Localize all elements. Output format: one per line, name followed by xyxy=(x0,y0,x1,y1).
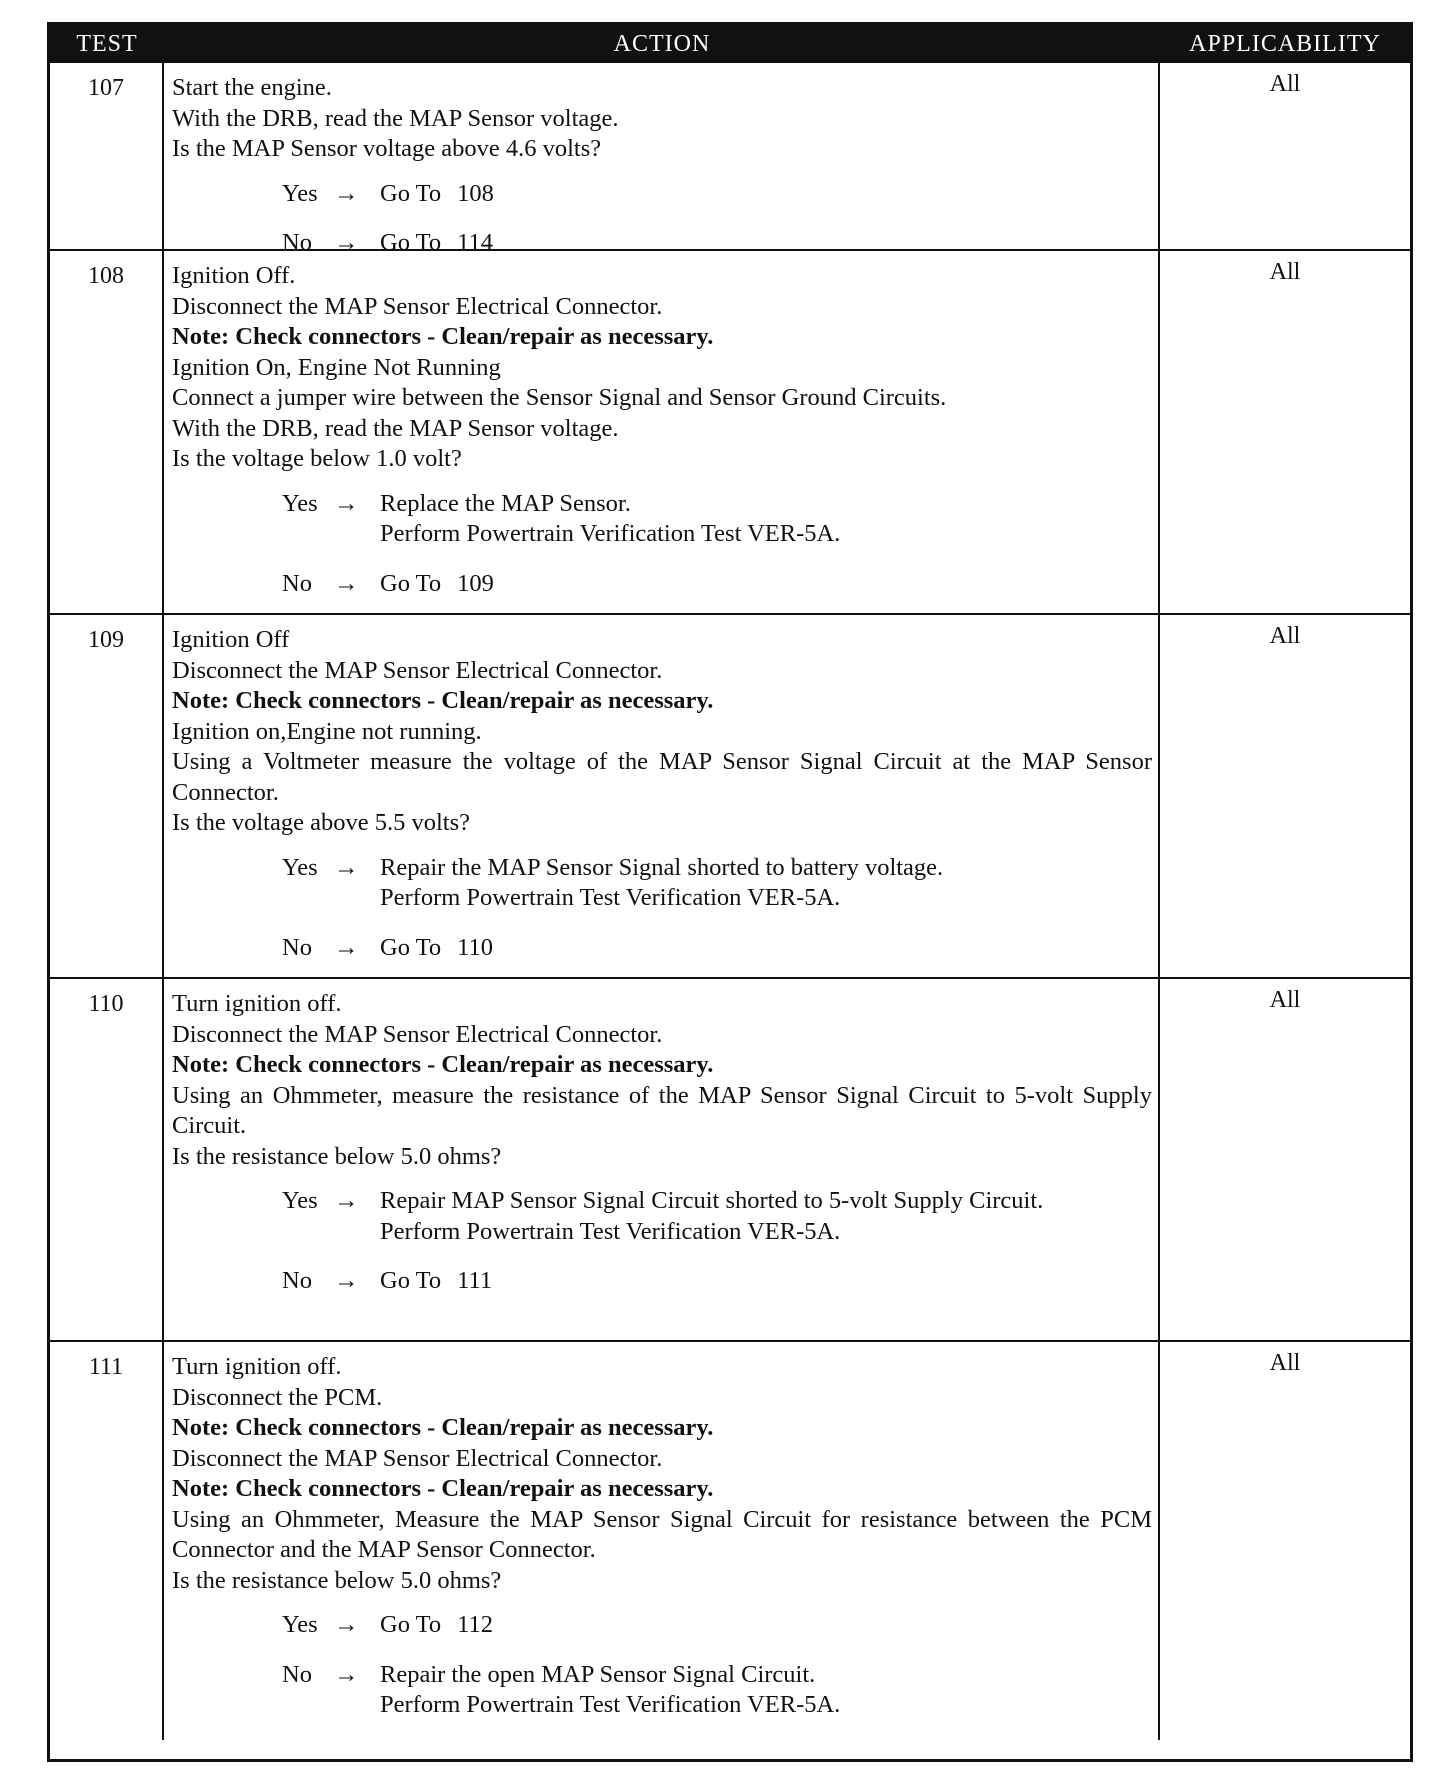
table-row xyxy=(50,249,1410,613)
arrow-icon: → xyxy=(334,489,359,517)
result-line: Replace the MAP Sensor. xyxy=(380,489,631,517)
action-line: Using an Ohmmeter, measure the resistance of the MAP Sensor Signal Circuit to 5-volt Supply Circuit. xyxy=(172,1081,1152,1139)
goto-instruction xyxy=(380,569,1152,600)
action-cell xyxy=(164,63,1160,256)
arrow-icon: → xyxy=(334,229,359,256)
table-row xyxy=(50,1340,1410,1740)
goto-instruction xyxy=(380,179,1152,210)
goto-label: Go To xyxy=(380,569,442,597)
goto-label: Go To xyxy=(380,1611,442,1638)
applicability-cell: All xyxy=(1269,259,1301,285)
yes-label: Yes xyxy=(282,853,318,881)
action-cell xyxy=(164,615,1160,977)
no-branch xyxy=(282,933,1152,964)
goto-target: 112 xyxy=(457,1611,493,1638)
header-applicability: APPLICABILITY xyxy=(1189,30,1381,57)
arrow-icon: → xyxy=(334,933,359,961)
result-line: Perform Powertrain Test Verification VER-5A. xyxy=(380,1691,841,1718)
no-branch xyxy=(282,1660,1152,1721)
action-line: Is the MAP Sensor voltage above 4.6 volts? xyxy=(172,135,602,162)
test-number: 110 xyxy=(50,979,164,1340)
yes-branch xyxy=(282,1610,1152,1641)
goto-label: Go To xyxy=(380,1267,442,1294)
table-row xyxy=(50,63,1410,256)
goto-target: 109 xyxy=(457,569,494,597)
no-label: No xyxy=(282,1267,312,1294)
result-line: Perform Powertrain Verification Test VER-5A. xyxy=(380,520,841,547)
result-line: Perform Powertrain Test Verification VER-5A. xyxy=(380,884,841,911)
applicability-cell: All xyxy=(1269,623,1301,649)
goto-instruction xyxy=(380,933,1152,964)
action-line: Using a Voltmeter measure the voltage of the MAP Sensor Signal Circuit at the MAP Sensor Connector. xyxy=(172,748,1152,806)
no-branch xyxy=(282,1266,1152,1297)
action-line: Disconnect the PCM. xyxy=(172,1383,383,1411)
diagnostic-test-table xyxy=(47,22,1413,1762)
goto-target: 111 xyxy=(457,1267,493,1294)
test-number: 108 xyxy=(50,251,164,613)
action-cell xyxy=(164,251,1160,613)
yes-branch xyxy=(282,179,1152,210)
action-line: Is the voltage above 5.5 volts? xyxy=(172,809,471,836)
action-line: Turn ignition off. xyxy=(172,1353,342,1380)
note-line: Note: Check connectors - Clean/repair as necessary. xyxy=(172,1051,714,1078)
result-line: Repair MAP Sensor Signal Circuit shorted to 5-volt Supply Circuit. xyxy=(380,1187,1044,1214)
goto-target: 110 xyxy=(457,933,493,961)
result-line: Repair the open MAP Sensor Signal Circuit. xyxy=(380,1660,816,1688)
branch-result xyxy=(380,853,1152,914)
arrow-icon: → xyxy=(334,1611,359,1638)
action-line: Using an Ohmmeter, Measure the MAP Sensor Signal Circuit for resistance between the PCM Connector and the MAP Sensor Connector. xyxy=(172,1505,1152,1563)
yes-branch xyxy=(282,853,1152,914)
branch-result xyxy=(380,1660,1152,1721)
action-line: Turn ignition off. xyxy=(172,990,342,1017)
table-row xyxy=(50,977,1410,1340)
table-header xyxy=(50,25,1410,63)
goto-instruction xyxy=(380,1266,1152,1297)
branch-result xyxy=(380,489,1152,550)
test-number: 111 xyxy=(50,1342,164,1740)
note-line: Note: Check connectors - Clean/repair as necessary. xyxy=(172,323,714,350)
yes-branch xyxy=(282,489,1152,550)
goto-target: 114 xyxy=(457,229,493,256)
note-line: Note: Check connectors - Clean/repair as necessary. xyxy=(172,1475,714,1502)
header-test: TEST xyxy=(76,30,138,57)
applicability-cell: All xyxy=(1269,1350,1301,1376)
goto-label: Go To xyxy=(380,933,442,961)
arrow-icon: → xyxy=(334,1187,359,1214)
applicability-cell: All xyxy=(1269,71,1301,97)
result-line: Repair the MAP Sensor Signal shorted to battery voltage. xyxy=(380,853,944,881)
action-line: Ignition on,Engine not running. xyxy=(172,717,482,745)
action-line: Ignition On, Engine Not Running xyxy=(172,353,501,381)
arrow-icon: → xyxy=(334,853,359,881)
action-line: Disconnect the MAP Sensor Electrical Connector. xyxy=(172,1020,663,1048)
goto-instruction xyxy=(380,1610,1152,1641)
action-line: Is the resistance below 5.0 ohms? xyxy=(172,1142,502,1170)
action-line: Connect a jumper wire between the Sensor Signal and Sensor Ground Circuits. xyxy=(172,384,947,411)
no-label: No xyxy=(282,569,312,597)
action-line: Is the resistance below 5.0 ohms? xyxy=(172,1566,502,1594)
no-label: No xyxy=(282,229,312,256)
no-label: No xyxy=(282,1660,312,1688)
action-line: With the DRB, read the MAP Sensor voltage. xyxy=(172,104,619,132)
action-line: With the DRB, read the MAP Sensor voltage. xyxy=(172,414,619,442)
table-row xyxy=(50,613,1410,977)
action-cell xyxy=(164,1342,1160,1740)
branch-result xyxy=(380,1186,1152,1247)
no-branch xyxy=(282,569,1152,600)
action-line: Ignition Off. xyxy=(172,262,296,289)
arrow-icon: → xyxy=(334,179,359,207)
yes-label: Yes xyxy=(282,1611,318,1638)
action-line: Disconnect the MAP Sensor Electrical Connector. xyxy=(172,1444,663,1472)
action-line: Disconnect the MAP Sensor Electrical Connector. xyxy=(172,292,663,320)
result-line: Perform Powertrain Test Verification VER-5A. xyxy=(380,1217,841,1245)
note-line: Note: Check connectors - Clean/repair as necessary. xyxy=(172,687,714,714)
goto-target: 108 xyxy=(457,179,494,207)
yes-label: Yes xyxy=(282,489,318,517)
header-action: ACTION xyxy=(613,30,711,57)
action-line: Is the voltage below 1.0 volt? xyxy=(172,445,462,472)
yes-label: Yes xyxy=(282,1187,318,1214)
yes-label: Yes xyxy=(282,179,318,207)
test-number: 107 xyxy=(50,63,164,249)
test-number: 109 xyxy=(50,615,164,977)
yes-branch xyxy=(282,1186,1152,1247)
action-line: Disconnect the MAP Sensor Electrical Connector. xyxy=(172,656,663,684)
goto-label: Go To xyxy=(380,229,442,256)
note-line: Note: Check connectors - Clean/repair as necessary. xyxy=(172,1414,714,1441)
action-line: Ignition Off xyxy=(172,626,290,653)
action-line: Start the engine. xyxy=(172,74,332,101)
arrow-icon: → xyxy=(334,1660,359,1688)
arrow-icon: → xyxy=(334,1267,359,1294)
action-cell xyxy=(164,979,1160,1340)
arrow-icon: → xyxy=(334,569,359,597)
applicability-cell: All xyxy=(1269,987,1301,1013)
no-label: No xyxy=(282,933,312,961)
goto-label: Go To xyxy=(380,179,442,207)
